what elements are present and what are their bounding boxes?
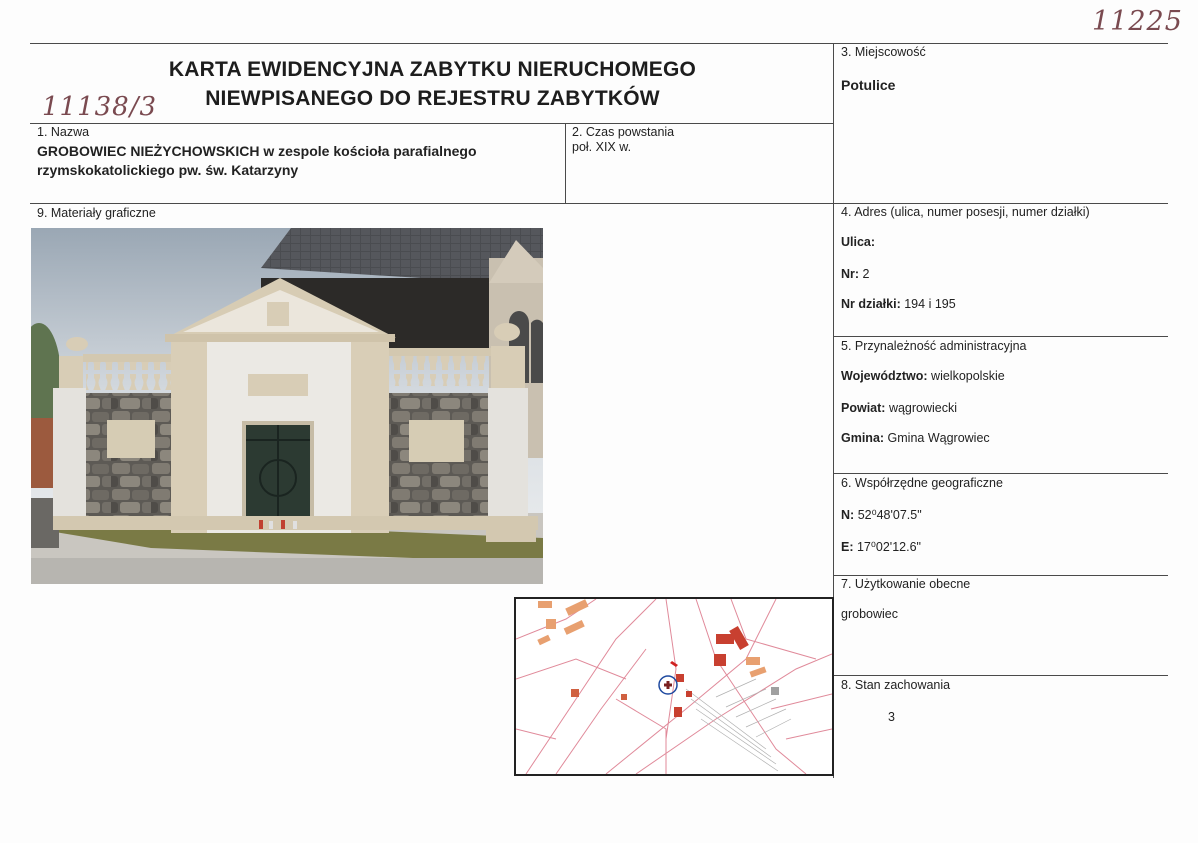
nr-row [841, 267, 870, 281]
ulica-row [841, 235, 875, 249]
nazwa-value-line2: rzymskokatolickiego pw. św. Katarzyny [37, 162, 299, 178]
longitude-label: E: [841, 540, 854, 554]
latitude-label: N: [841, 508, 855, 522]
ulica-label: Ulica: [841, 235, 876, 249]
miejscowosc-value: Potulice [841, 77, 896, 93]
adres-label: 4. Adres (ulica, numer posesji, numer działki) [841, 205, 1090, 219]
document-title-line2: NIEWPISANEGO DO REJESTRU ZABYTKÓW [205, 87, 660, 110]
materialy-label: 9. Materiały graficzne [37, 206, 156, 220]
dzialki-row [841, 297, 956, 311]
tomb-photo [31, 228, 543, 584]
document-title-line1: KARTA EWIDENCYJNA ZABYTKU NIERUCHOMEGO [168, 58, 697, 81]
latitude-value: 52⁰48'07.5" [857, 508, 922, 522]
gmina-value: Gmina Wągrowiec [887, 431, 990, 445]
powiat-value: wągrowiecki [888, 401, 958, 415]
czas-powstania-value: poł. XIX w. [572, 140, 632, 154]
latitude-row [841, 507, 922, 522]
handwritten-number-top: 11225 [1092, 6, 1183, 37]
wojewodztwo-label: Województwo: [841, 369, 928, 383]
przynaleznosc-label: 5. Przynależność administracyjna [841, 339, 1027, 353]
uzytkowanie-value: grobowiec [841, 607, 898, 621]
miejscowosc-label: 3. Miejscowość [841, 45, 926, 59]
location-map [514, 597, 834, 776]
nazwa-label: 1. Nazwa [37, 125, 90, 139]
powiat-label: Powiat: [841, 401, 886, 415]
powiat-row [841, 401, 957, 415]
uzytkowanie-label: 7. Użytkowanie obecne [841, 577, 971, 591]
nr-value: 2 [862, 267, 870, 281]
gmina-row [841, 431, 990, 445]
col-divider-mid [565, 123, 566, 203]
wojewodztwo-row [841, 369, 1005, 383]
field5-bottom-border [833, 473, 1168, 474]
dzialki-value: 194 i 195 [904, 297, 956, 311]
wspolrzedne-label: 6. Współrzędne geograficzne [841, 476, 1003, 490]
gmina-label: Gmina: [841, 431, 885, 445]
title-bottom-border [30, 123, 833, 124]
field7-bottom-border [833, 675, 1168, 676]
field6-bottom-border [833, 575, 1168, 576]
top-border [30, 43, 1168, 44]
wojewodztwo-value: wielkopolskie [931, 369, 1005, 383]
row1-bottom-border [30, 203, 1168, 204]
longitude-row [841, 539, 921, 554]
czas-powstania-label: 2. Czas powstania [572, 125, 675, 139]
dzialki-label: Nr działki: [841, 297, 901, 311]
stan-label: 8. Stan zachowania [841, 678, 951, 692]
nazwa-value-line1: GROBOWIEC NIEŻYCHOWSKICH w zespole kościoła parafialnego [37, 143, 477, 159]
longitude-value: 17⁰02'12.6" [856, 540, 921, 554]
stan-value: 3 [888, 710, 895, 724]
nr-label: Nr: [841, 267, 860, 281]
field4-bottom-border [833, 336, 1168, 337]
handwritten-number-left: 11138/3 [42, 92, 158, 122]
